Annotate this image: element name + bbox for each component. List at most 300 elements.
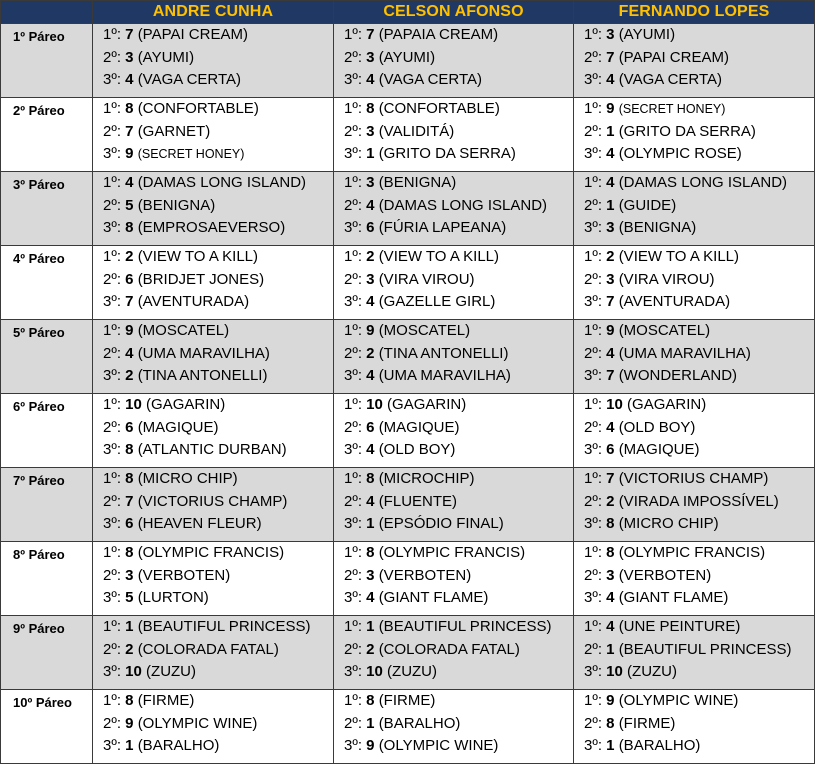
pick-number: 2 [606,492,615,510]
pick-line [103,513,333,536]
pick-cell [574,246,815,320]
pick-position: 1º: [344,26,362,43]
pick-position: 3º: [584,367,602,385]
pick-number: 8 [366,100,375,117]
race-row [1,172,815,246]
pick-number: 6 [125,418,134,436]
pick-position: 1º: [344,100,362,117]
pick-number: 10 [366,396,383,413]
pick-number: 3 [366,48,375,66]
pick-position: 2º: [584,492,602,510]
race-label: 4º Páreo [1,246,93,320]
pick-position: 2º: [584,418,602,436]
pick-position: 2º: [584,714,602,732]
pick-horse: (BENIGNA) [618,219,697,237]
pick-line [103,69,333,92]
pick-position: 3º: [584,145,602,163]
pick-horse: (OLYMPIC FRANCIS) [137,544,285,561]
race-label: 2º Páreo [1,98,93,172]
pick-horse: (UMA MARAVILHA) [137,344,270,362]
race-label: 10º Páreo [1,690,93,764]
pick-horse: (GRITO DA SERRA) [618,122,756,140]
pick-position: 2º: [584,344,602,362]
pick-number: 1 [606,640,615,658]
pick-horse: (GAGARIN) [146,396,226,413]
pick-number: 8 [606,544,615,561]
pick-number: 2 [125,248,134,265]
pick-number: 1 [366,145,375,163]
pick-line [103,24,333,47]
pick-horse: (BENIGNA) [137,196,216,214]
pick-line [584,542,814,565]
pick-line [103,217,333,240]
pick-position: 2º: [344,640,362,658]
pick-number: 10 [125,396,142,413]
pick-line [584,69,814,92]
pick-position: 1º: [584,544,602,561]
pick-cell [93,246,334,320]
pick-line [344,661,573,684]
pick-line [103,47,333,70]
pick-horse: (MICRO CHIP) [137,470,238,487]
pick-horse: (MICRO CHIP) [618,515,719,533]
pick-line [103,320,333,343]
pick-number: 1 [366,714,375,732]
pick-number: 3 [366,270,375,288]
pick-line [103,394,333,417]
pick-number: 3 [606,26,615,43]
pick-line [584,98,814,121]
pick-position: 3º: [584,219,602,237]
pick-line [584,320,814,343]
pick-cell [93,690,334,764]
pick-position: 1º: [584,26,602,43]
table-header [1,1,815,24]
race-row [1,690,815,764]
pick-horse: (OLYMPIC WINE) [618,692,739,709]
pick-line [103,639,333,662]
pick-position: 3º: [584,293,602,311]
pick-line [344,217,573,240]
pick-line [584,47,814,70]
pick-position: 1º: [584,248,602,265]
pick-line [344,639,573,662]
pick-line [584,439,814,462]
pick-horse: (GAGARIN) [387,396,467,413]
pick-horse: (TINA ANTONELLI) [137,367,268,385]
pick-horse: (OLD BOY) [618,418,696,436]
pick-horse: (PAPAIA CREAM) [378,26,499,43]
pick-horse: (AYUMI) [618,26,676,43]
pick-position: 3º: [584,515,602,533]
header-row [1,1,815,24]
pick-line [103,417,333,440]
pick-position: 3º: [344,293,362,311]
race-row [1,246,815,320]
pick-line [344,269,573,292]
pick-horse: (MICROCHIP) [378,470,475,487]
pick-number: 2 [606,248,615,265]
pick-cell [334,394,574,468]
pick-position: 1º: [344,470,362,487]
pick-position: 3º: [344,71,362,89]
pick-number: 4 [366,196,375,214]
pick-line [584,417,814,440]
pick-horse: (BEAUTIFUL PRINCESS) [378,618,552,635]
pick-line [584,616,814,639]
pick-position: 2º: [103,48,121,66]
pick-line [344,143,573,166]
pick-cell [334,246,574,320]
pick-number: 1 [125,737,134,755]
pick-number: 8 [366,692,375,709]
pick-horse: (VIRA VIROU) [618,270,715,288]
pick-position: 1º: [103,396,121,413]
pick-horse: (MOSCATEL) [137,322,230,339]
pick-horse: (GIANT FLAME) [378,589,489,607]
pick-line [344,343,573,366]
pick-line [103,121,333,144]
pick-horse: (CONFORTABLE) [378,100,500,117]
pick-horse: (VERBOTEN) [618,566,712,584]
pick-position: 2º: [584,122,602,140]
pick-cell [93,172,334,246]
pick-horse: (VIEW TO A KILL) [378,248,500,265]
pick-horse: (MOSCATEL) [618,322,711,339]
pick-position: 2º: [344,566,362,584]
pick-line [103,98,333,121]
pick-horse: (WONDERLAND) [618,367,738,385]
pick-line [584,246,814,269]
pick-line [103,439,333,462]
pick-number: 4 [366,293,375,311]
pick-position: 1º: [344,618,362,635]
pick-number: 7 [125,492,134,510]
pick-number: 8 [125,441,134,459]
pick-horse: (VIEW TO A KILL) [137,248,259,265]
pick-horse: (DAMAS LONG ISLAND) [378,196,548,214]
pick-number: 7 [606,293,615,311]
pick-horse: (BRIDJET JONES) [137,270,265,288]
pick-position: 2º: [103,196,121,214]
pick-cell [334,690,574,764]
pick-number: 3 [606,566,615,584]
pick-position: 2º: [103,270,121,288]
pick-position: 2º: [584,566,602,584]
pick-horse: (UMA MARAVILHA) [618,344,751,362]
pick-number: 8 [125,100,134,117]
pick-number: 4 [606,344,615,362]
pick-horse: (GUIDE) [618,196,677,214]
pick-horse: (GAZELLE GIRL) [378,293,496,311]
pick-line [344,320,573,343]
pick-number: 2 [366,640,375,658]
pick-line [103,616,333,639]
pick-number: 4 [125,71,134,89]
pick-position: 2º: [584,640,602,658]
pick-horse: (EPSÓDIO FINAL) [378,515,504,533]
pick-number: 7 [366,26,375,43]
pick-number: 1 [606,122,615,140]
pick-number: 7 [125,122,134,140]
pick-horse: (VERBOTEN) [378,566,472,584]
pick-horse: (UMA MARAVILHA) [378,367,511,385]
pick-horse: (OLD BOY) [378,441,456,459]
pick-line [344,69,573,92]
pick-position: 3º: [103,71,121,89]
pick-position: 1º: [103,100,121,117]
race-label: 6º Páreo [1,394,93,468]
pick-line [584,143,814,166]
pick-horse: (VIEW TO A KILL) [618,248,740,265]
pick-line [103,365,333,388]
pick-position: 3º: [584,589,602,607]
pick-position: 1º: [103,248,121,265]
pick-line [344,195,573,218]
pick-line [584,269,814,292]
pick-position: 2º: [344,418,362,436]
pick-number: 6 [125,515,134,533]
pick-horse: (OLYMPIC WINE) [137,714,258,732]
pick-position: 2º: [344,270,362,288]
pick-position: 3º: [103,219,121,237]
pick-number: 9 [606,322,615,339]
pick-number: 8 [606,714,615,732]
pick-number: 8 [125,692,134,709]
pick-position: 1º: [344,174,362,191]
pick-position: 3º: [344,663,362,681]
pick-position: 1º: [584,100,602,117]
pick-line [344,394,573,417]
pick-line [344,439,573,462]
pick-horse: (GARNET) [137,122,211,140]
pick-line [344,291,573,314]
pick-horse: (OLYMPIC FRANCIS) [618,544,766,561]
pick-position: 3º: [584,663,602,681]
pick-horse: (SECRET HONEY) [137,147,245,162]
pick-horse: (MAGIQUE) [618,441,700,459]
pick-line [103,291,333,314]
pick-number: 6 [606,441,615,459]
race-row [1,394,815,468]
pick-position: 1º: [584,174,602,191]
pick-number: 8 [606,515,615,533]
pick-position: 3º: [344,515,362,533]
pick-number: 4 [125,344,134,362]
pick-horse: (DAMAS LONG ISLAND) [137,174,307,191]
pick-horse: (SECRET HONEY) [618,102,726,116]
pick-position: 2º: [344,492,362,510]
pick-horse: (VAGA CERTA) [378,71,483,89]
pick-horse: (FÚRIA LAPEANA) [378,219,507,237]
pick-cell [334,542,574,616]
pick-position: 3º: [103,293,121,311]
pick-line [103,172,333,195]
pick-line [584,394,814,417]
race-row [1,468,815,542]
pick-cell [334,24,574,98]
pick-horse: (AYUMI) [137,48,195,66]
pick-line [344,735,573,758]
pick-number: 2 [125,640,134,658]
pick-line [344,713,573,736]
pick-cell [93,542,334,616]
pick-position: 3º: [103,589,121,607]
pick-horse: (VALIDITÁ) [378,122,455,140]
pick-line [584,513,814,536]
pick-line [103,713,333,736]
pick-line [584,365,814,388]
pick-cell [574,468,815,542]
pick-position: 3º: [103,737,121,755]
pick-position: 2º: [103,492,121,510]
pick-position: 2º: [584,196,602,214]
pick-number: 7 [606,470,615,487]
pick-line [344,513,573,536]
pick-position: 1º: [584,470,602,487]
pick-horse: (MOSCATEL) [378,322,471,339]
pick-line [103,565,333,588]
pick-number: 4 [606,618,615,635]
pick-horse: (FIRME) [618,714,676,732]
pick-number: 5 [125,589,134,607]
table-body [1,24,815,764]
pick-line [584,587,814,610]
pick-line [344,98,573,121]
pick-cell [574,542,815,616]
pick-number: 7 [606,48,615,66]
pick-position: 3º: [344,145,362,163]
pick-number: 1 [366,618,375,635]
pick-cell [574,24,815,98]
pick-position: 1º: [103,174,121,191]
pick-line [344,491,573,514]
pick-number: 10 [366,663,383,681]
pick-horse: (HEAVEN FLEUR) [137,515,262,533]
pick-line [103,195,333,218]
pick-horse: (ZUZU) [146,663,197,681]
pick-horse: (OLYMPIC ROSE) [618,145,742,163]
pick-horse: (GIANT FLAME) [618,589,729,607]
pick-horse: (FLUENTE) [378,492,458,510]
pick-horse: (BARALHO) [378,714,461,732]
pick-position: 3º: [584,441,602,459]
pick-horse: (TINA ANTONELLI) [378,344,509,362]
pick-number: 4 [606,589,615,607]
pick-number: 2 [125,367,134,385]
pick-cell [93,98,334,172]
pick-horse: (CONFORTABLE) [137,100,259,117]
pick-line [584,565,814,588]
pick-cell [334,468,574,542]
pick-position: 1º: [584,396,602,413]
pick-number: 3 [125,48,134,66]
pick-horse: (UNE PEINTURE) [618,618,741,635]
pick-horse: (MAGIQUE) [137,418,219,436]
pick-position: 1º: [103,322,121,339]
pick-position: 3º: [103,515,121,533]
pick-cell [93,320,334,394]
pick-number: 9 [366,322,375,339]
tipster-header: ANDRE CUNHA [93,1,334,24]
pick-position: 2º: [103,714,121,732]
pick-line [344,616,573,639]
pick-line [584,735,814,758]
pick-horse: (VAGA CERTA) [618,71,723,89]
pick-number: 2 [366,248,375,265]
pick-line [103,246,333,269]
pick-horse: (BEAUTIFUL PRINCESS) [618,640,792,658]
pick-position: 3º: [103,367,121,385]
pick-line [344,587,573,610]
pick-line [584,690,814,713]
pick-horse: (GRITO DA SERRA) [378,145,516,163]
pick-cell [334,98,574,172]
pick-horse: (EMPROSAEVERSO) [137,219,286,237]
pick-line [584,217,814,240]
pick-position: 1º: [103,692,121,709]
pick-horse: (MAGIQUE) [378,418,460,436]
pick-number: 8 [125,470,134,487]
pick-number: 3 [606,219,615,237]
pick-line [344,365,573,388]
pick-position: 2º: [103,640,121,658]
pick-number: 10 [606,663,623,681]
pick-horse: (FIRME) [137,692,195,709]
pick-position: 3º: [344,367,362,385]
pick-cell [93,616,334,690]
pick-line [344,417,573,440]
pick-line [584,468,814,491]
pick-cell [334,616,574,690]
pick-line [344,468,573,491]
pick-line [584,343,814,366]
race-label: 5º Páreo [1,320,93,394]
pick-line [344,542,573,565]
pick-horse: (COLORADA FATAL) [137,640,279,658]
pick-position: 3º: [103,145,121,163]
pick-number: 8 [125,219,134,237]
pick-horse: (PAPAI CREAM) [618,48,729,66]
pick-number: 4 [606,71,615,89]
pick-position: 2º: [344,714,362,732]
pick-position: 1º: [103,544,121,561]
pick-number: 7 [606,367,615,385]
pick-number: 1 [606,196,615,214]
pick-line [344,690,573,713]
race-label: 7º Páreo [1,468,93,542]
tipster-header: FERNANDO LOPES [574,1,815,24]
pick-position: 1º: [103,470,121,487]
race-label: 8º Páreo [1,542,93,616]
pick-line [344,565,573,588]
pick-horse: (LURTON) [137,589,209,607]
pick-cell [574,616,815,690]
pick-position: 3º: [344,219,362,237]
pick-number: 1 [606,737,615,755]
pick-position: 2º: [584,270,602,288]
pick-line [584,713,814,736]
pick-number: 1 [366,515,375,533]
pick-position: 1º: [584,692,602,709]
pick-position: 2º: [344,196,362,214]
pick-line [344,47,573,70]
pick-position: 3º: [103,441,121,459]
pick-cell [334,172,574,246]
pick-position: 1º: [344,248,362,265]
pick-horse: (BENIGNA) [378,174,457,191]
pick-cell [574,320,815,394]
